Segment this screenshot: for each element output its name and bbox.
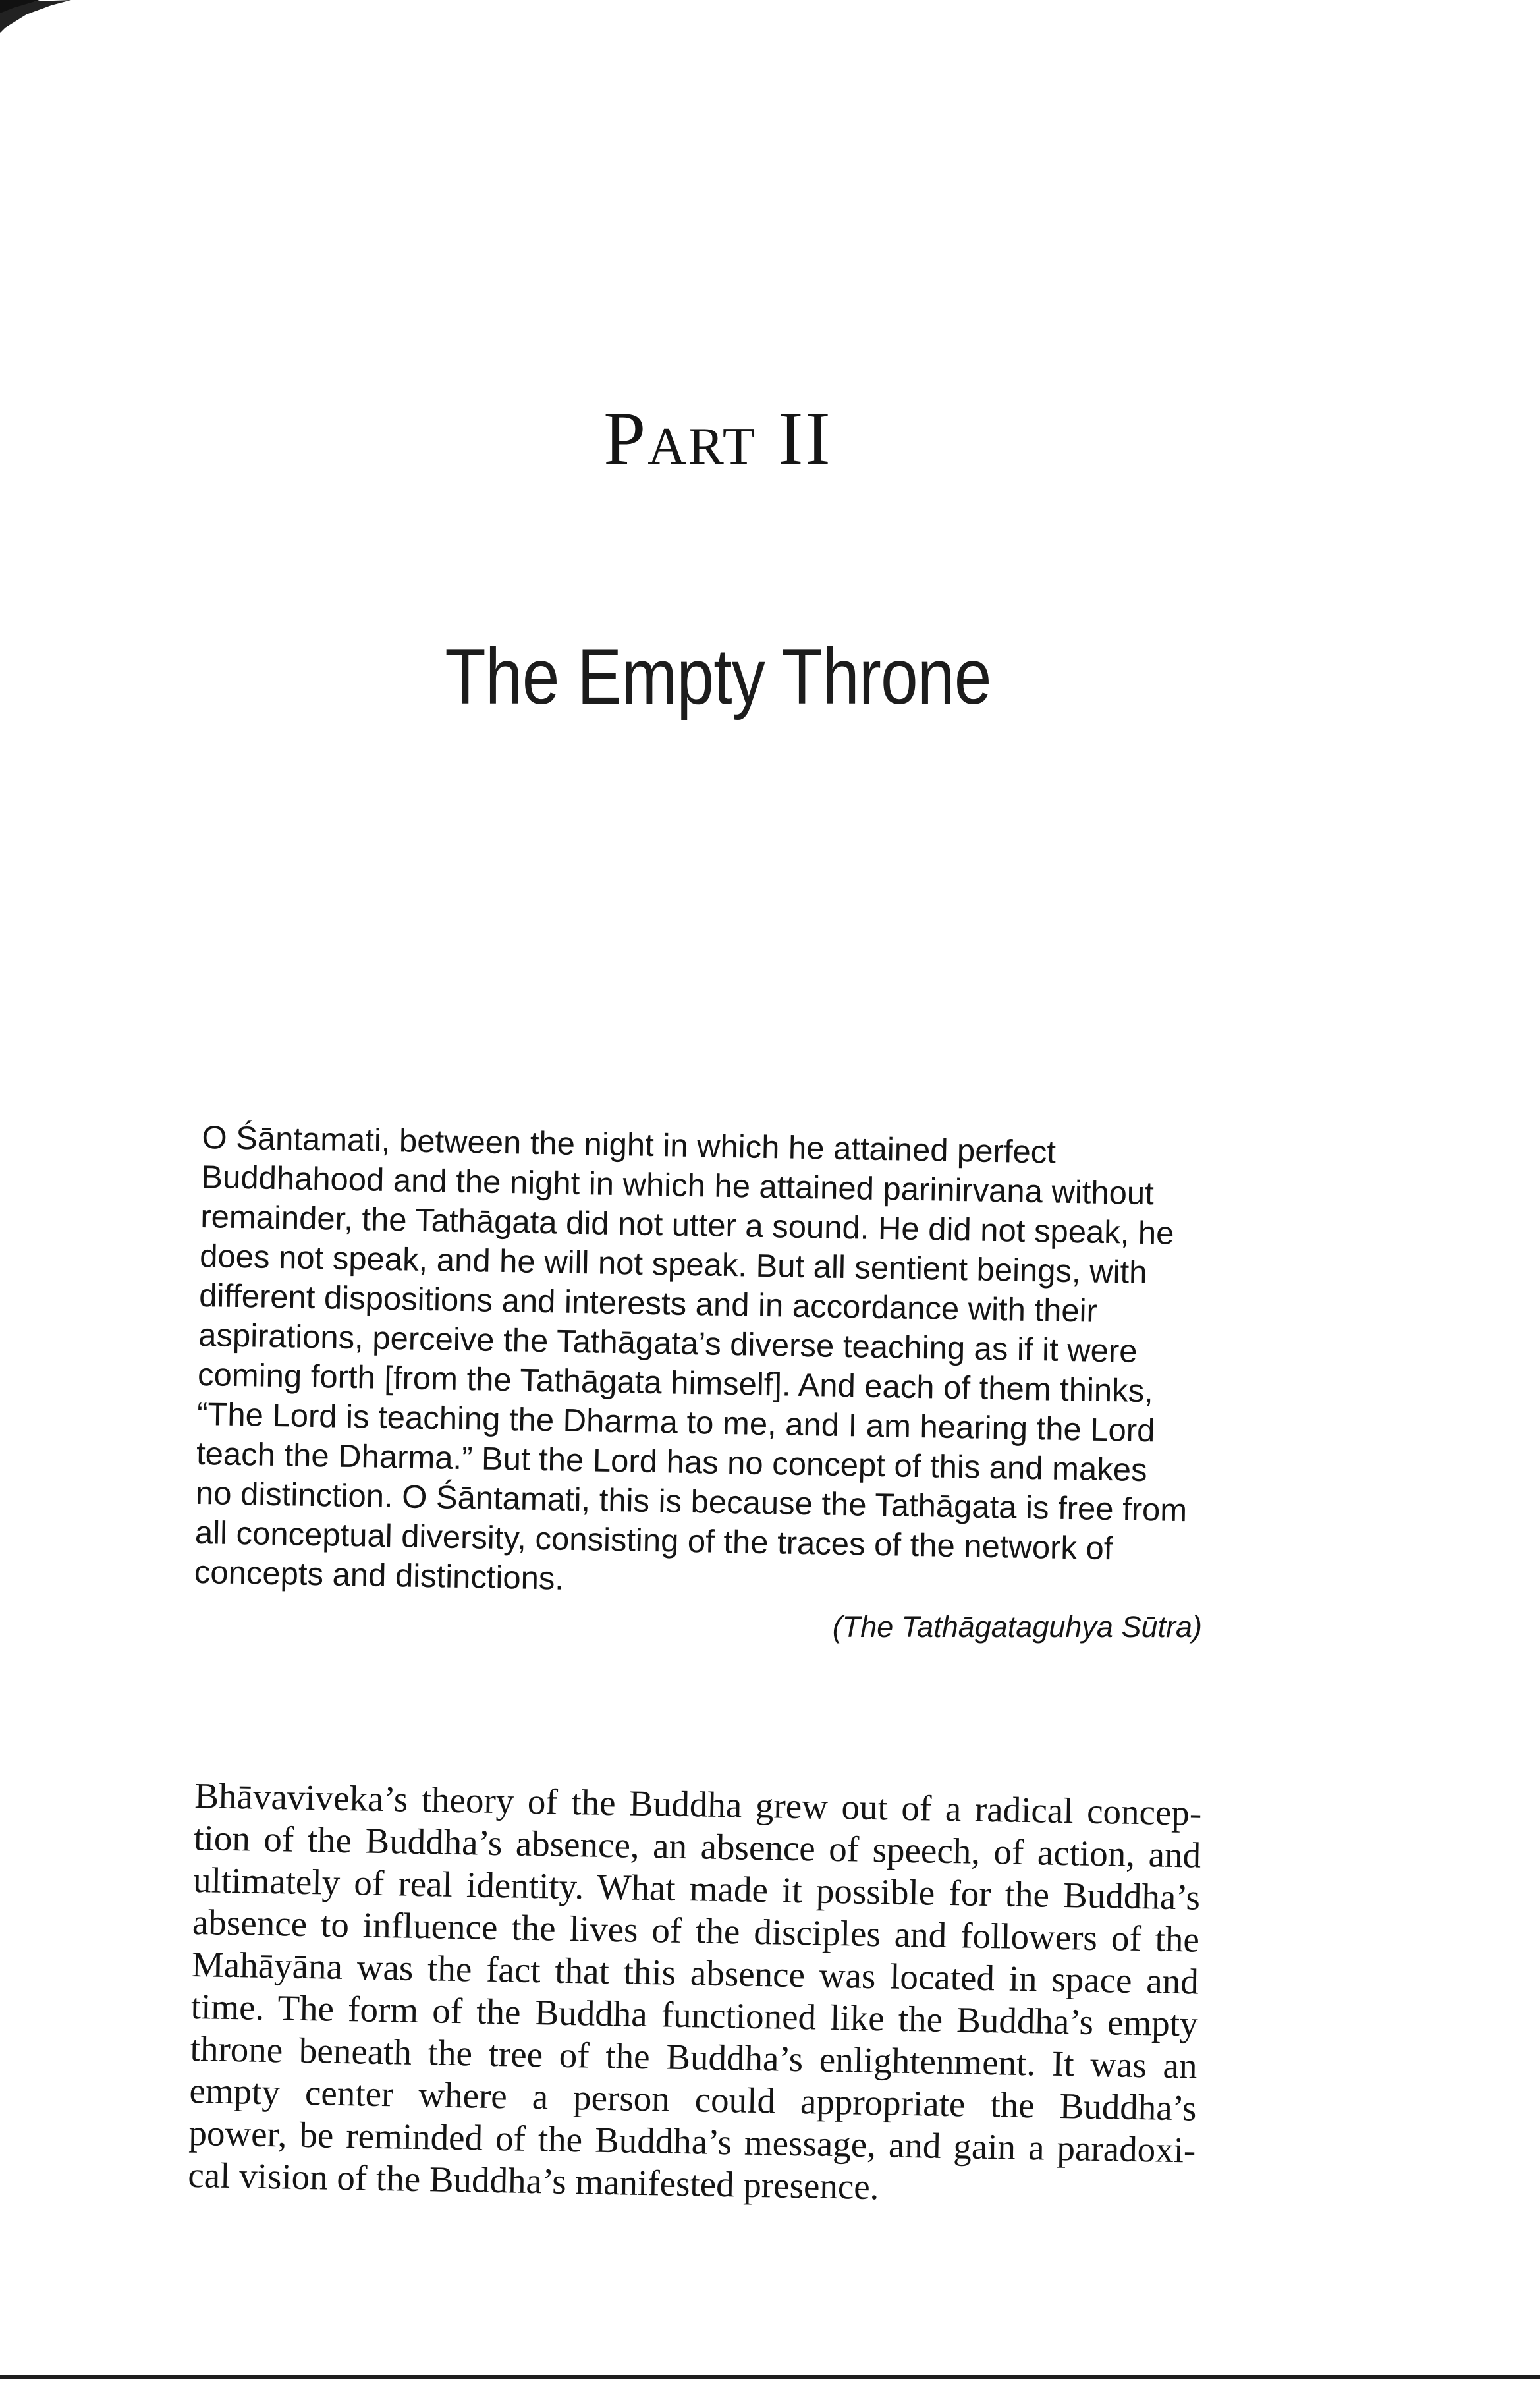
body-line: throne beneath the tree of the Buddha’s enlightenment. It was an bbox=[190, 2028, 1198, 2086]
body-line: empty center where a person could appropriate the Buddha’s bbox=[189, 2070, 1197, 2128]
epigraph-line: “The Lord is teaching the Dharma to me, and I am hearing the Lord bbox=[196, 1396, 1155, 1449]
epigraph-line: all conceptual diversity, consisting of the traces of the network of bbox=[194, 1514, 1113, 1567]
body-paragraph bbox=[188, 1775, 1202, 2214]
body-line: Bhāvaviveka’s theory of the Buddha grew out of a radical concep- bbox=[194, 1775, 1202, 1833]
epigraph-line: different dispositions and interests and in accordance with their bbox=[198, 1277, 1098, 1329]
epigraph-block bbox=[194, 1118, 1229, 1610]
epigraph-line: remainder, the Tathāgata did not utter a sound. He did not speak, he bbox=[200, 1198, 1174, 1252]
body-line: time. The form of the Buddha functioned like the Buddha’s empty bbox=[190, 1985, 1199, 2044]
epigraph-line: O Śāntamati, between the night in which he attained perfect bbox=[202, 1119, 1057, 1171]
body-line: power, be reminded of the Buddha’s message, and gain a paradoxi- bbox=[188, 2112, 1196, 2171]
body-line: Mahāyāna was the fact that this absence was located in space and bbox=[191, 1943, 1199, 2002]
epigraph-line: teach the Dharma.” But the Lord has no concept of this and makes bbox=[196, 1435, 1147, 1489]
body-line: ultimately of real identity. What made it possible for the Buddha’s bbox=[192, 1859, 1201, 1918]
part-title: The Empty Throne bbox=[445, 632, 991, 721]
part-heading: Part II bbox=[603, 397, 833, 480]
body-line: tion of the Buddha’s absence, an absence of speech, of action, and bbox=[193, 1817, 1201, 1875]
scan-bottom-edge bbox=[0, 2375, 1540, 2379]
epigraph-source: (The Tathāgataguhya Sūtra) bbox=[832, 1610, 1202, 1644]
epigraph-line: concepts and distinctions. bbox=[194, 1554, 564, 1597]
body-line: absence to influence the lives of the disciples and followers of the bbox=[192, 1901, 1200, 1960]
epigraph-line: does not speak, and he will not speak. But all sentient beings, with bbox=[199, 1238, 1147, 1291]
epigraph-line: Buddhahood and the night in which he attained parinirvana without bbox=[200, 1159, 1155, 1212]
epigraph-line: aspirations, perceive the Tathāgata’s diverse teaching as if it were bbox=[198, 1317, 1138, 1370]
scan-corner-mark bbox=[0, 0, 79, 34]
body-line: cal vision of the Buddha’s manifested presence. bbox=[187, 2154, 880, 2207]
epigraph-line: no distinction. O Śāntamati, this is because the Tathāgata is free from bbox=[195, 1475, 1188, 1529]
epigraph-line: coming forth [from the Tathāgata himself]. And each of them thinks, bbox=[197, 1356, 1154, 1410]
